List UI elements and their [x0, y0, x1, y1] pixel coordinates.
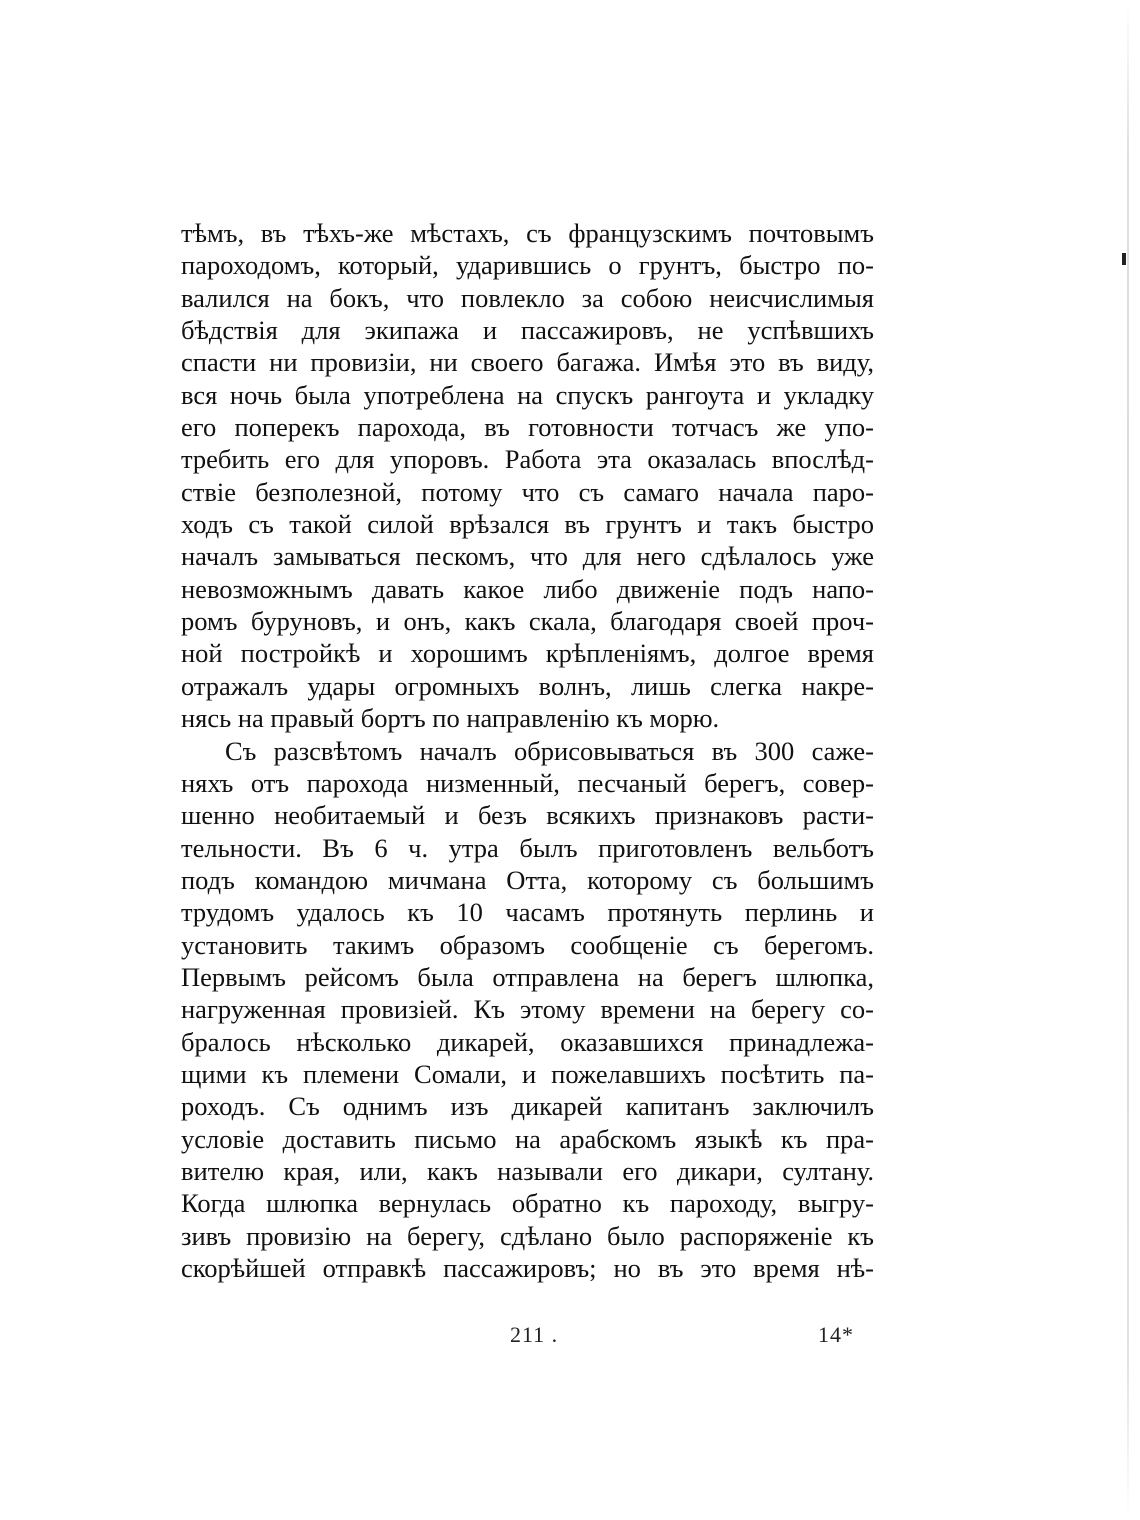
- text-line: скорѣйшей отправкѣ пассажировъ; но въ это время нѣ-: [181, 1253, 874, 1283]
- text-line: пароходомъ, который, ударившись о грунтъ, быстро по-: [181, 250, 874, 281]
- text-line: бралось нѣсколько дикарей, оказавшихся принадлежа-: [181, 1026, 874, 1057]
- text-line: требить его для упоровъ. Работа эта оказалась впослѣд-: [181, 444, 874, 475]
- text-line: Первымъ рейсомъ была отправлена на берегъ шлюпка,: [181, 961, 874, 992]
- text-line: Съ разсвѣтомъ началъ обрисовываться въ 300 саже-: [225, 735, 874, 766]
- paragraph: [181, 217, 874, 735]
- text-line: шенно необитаемый и безъ всякихъ признаковъ расти-: [181, 800, 874, 831]
- text-line: установить такимъ образомъ сообщеніе съ берегомъ.: [181, 929, 874, 960]
- text-line: его поперекъ парохода, въ готовности тотчасъ же упо-: [181, 412, 874, 443]
- text-line: ной постройкѣ и хорошимъ крѣпленіямъ, долгое время: [181, 638, 874, 669]
- text-line: роходъ. Съ однимъ изъ дикарей капитанъ заключилъ: [181, 1091, 874, 1122]
- text-line: валился на бокъ, что повлекло за собою неисчислимыя: [181, 282, 874, 313]
- scan-edge-line: [1127, 0, 1129, 1520]
- text-line: вся ночь была употреблена на спускъ рангоута и укладку: [181, 379, 874, 410]
- text-line: няхъ отъ парохода низменный, песчаный берегъ, совер-: [181, 767, 874, 798]
- text-line: началъ замываться пескомъ, что для него сдѣлалось уже: [181, 541, 874, 572]
- text-line: ходъ съ такой силой врѣзался въ грунтъ и такъ быстро: [181, 509, 874, 540]
- scan-edge-mark: [1122, 253, 1126, 265]
- text-line: бѣдствія для экипажа и пассажировъ, не успѣвшихъ: [181, 315, 874, 346]
- text-line: нясь на правый бортъ по направленію къ морю.: [181, 703, 720, 734]
- text-line: тѣмъ, въ тѣхъ-же мѣстахъ, съ французскимъ почтовымъ: [181, 218, 874, 248]
- text-line: ромъ буруновъ, и онъ, какъ скала, благодаря своей проч-: [181, 606, 874, 637]
- text-line: отражалъ удары огромныхъ волнъ, лишь слегка накре-: [181, 670, 874, 701]
- text-line: условіе доставить письмо на арабскомъ языкѣ къ пра-: [181, 1123, 874, 1154]
- text-line: щими къ племени Сомали, и пожелавшихъ посѣтить па-: [181, 1058, 874, 1089]
- text-line: зивъ провизію на берегу, сдѣлано было распоряженіе къ: [181, 1220, 874, 1251]
- text-line: нагруженная провизіей. Къ этому времени на берегу со-: [181, 994, 874, 1025]
- body-text: [181, 217, 874, 1284]
- text-line: невозможнымъ давать какое либо движеніе подъ напо-: [181, 573, 874, 604]
- signature-mark: 14*: [818, 1322, 854, 1347]
- text-line: спасти ни провизіи, ни своего багажа. Имѣя это въ виду,: [181, 347, 874, 378]
- paragraph: [181, 735, 874, 1285]
- text-line: тельности. Въ 6 ч. утра былъ приготовленъ вельботъ: [181, 832, 874, 863]
- page-number: 211 .: [510, 1322, 559, 1347]
- text-line: Когда шлюпка вернулась обратно къ пароходу, выгру-: [181, 1188, 874, 1219]
- text-line: трудомъ удалось къ 10 часамъ протянуть перлинь и: [181, 897, 874, 928]
- text-line: вителю края, или, какъ называли его дикари, султану.: [181, 1155, 874, 1186]
- text-line: подъ командою мичмана Отта, которому съ большимъ: [181, 864, 874, 895]
- text-line: ствіе безполезной, потому что съ самаго начала паро-: [181, 476, 874, 507]
